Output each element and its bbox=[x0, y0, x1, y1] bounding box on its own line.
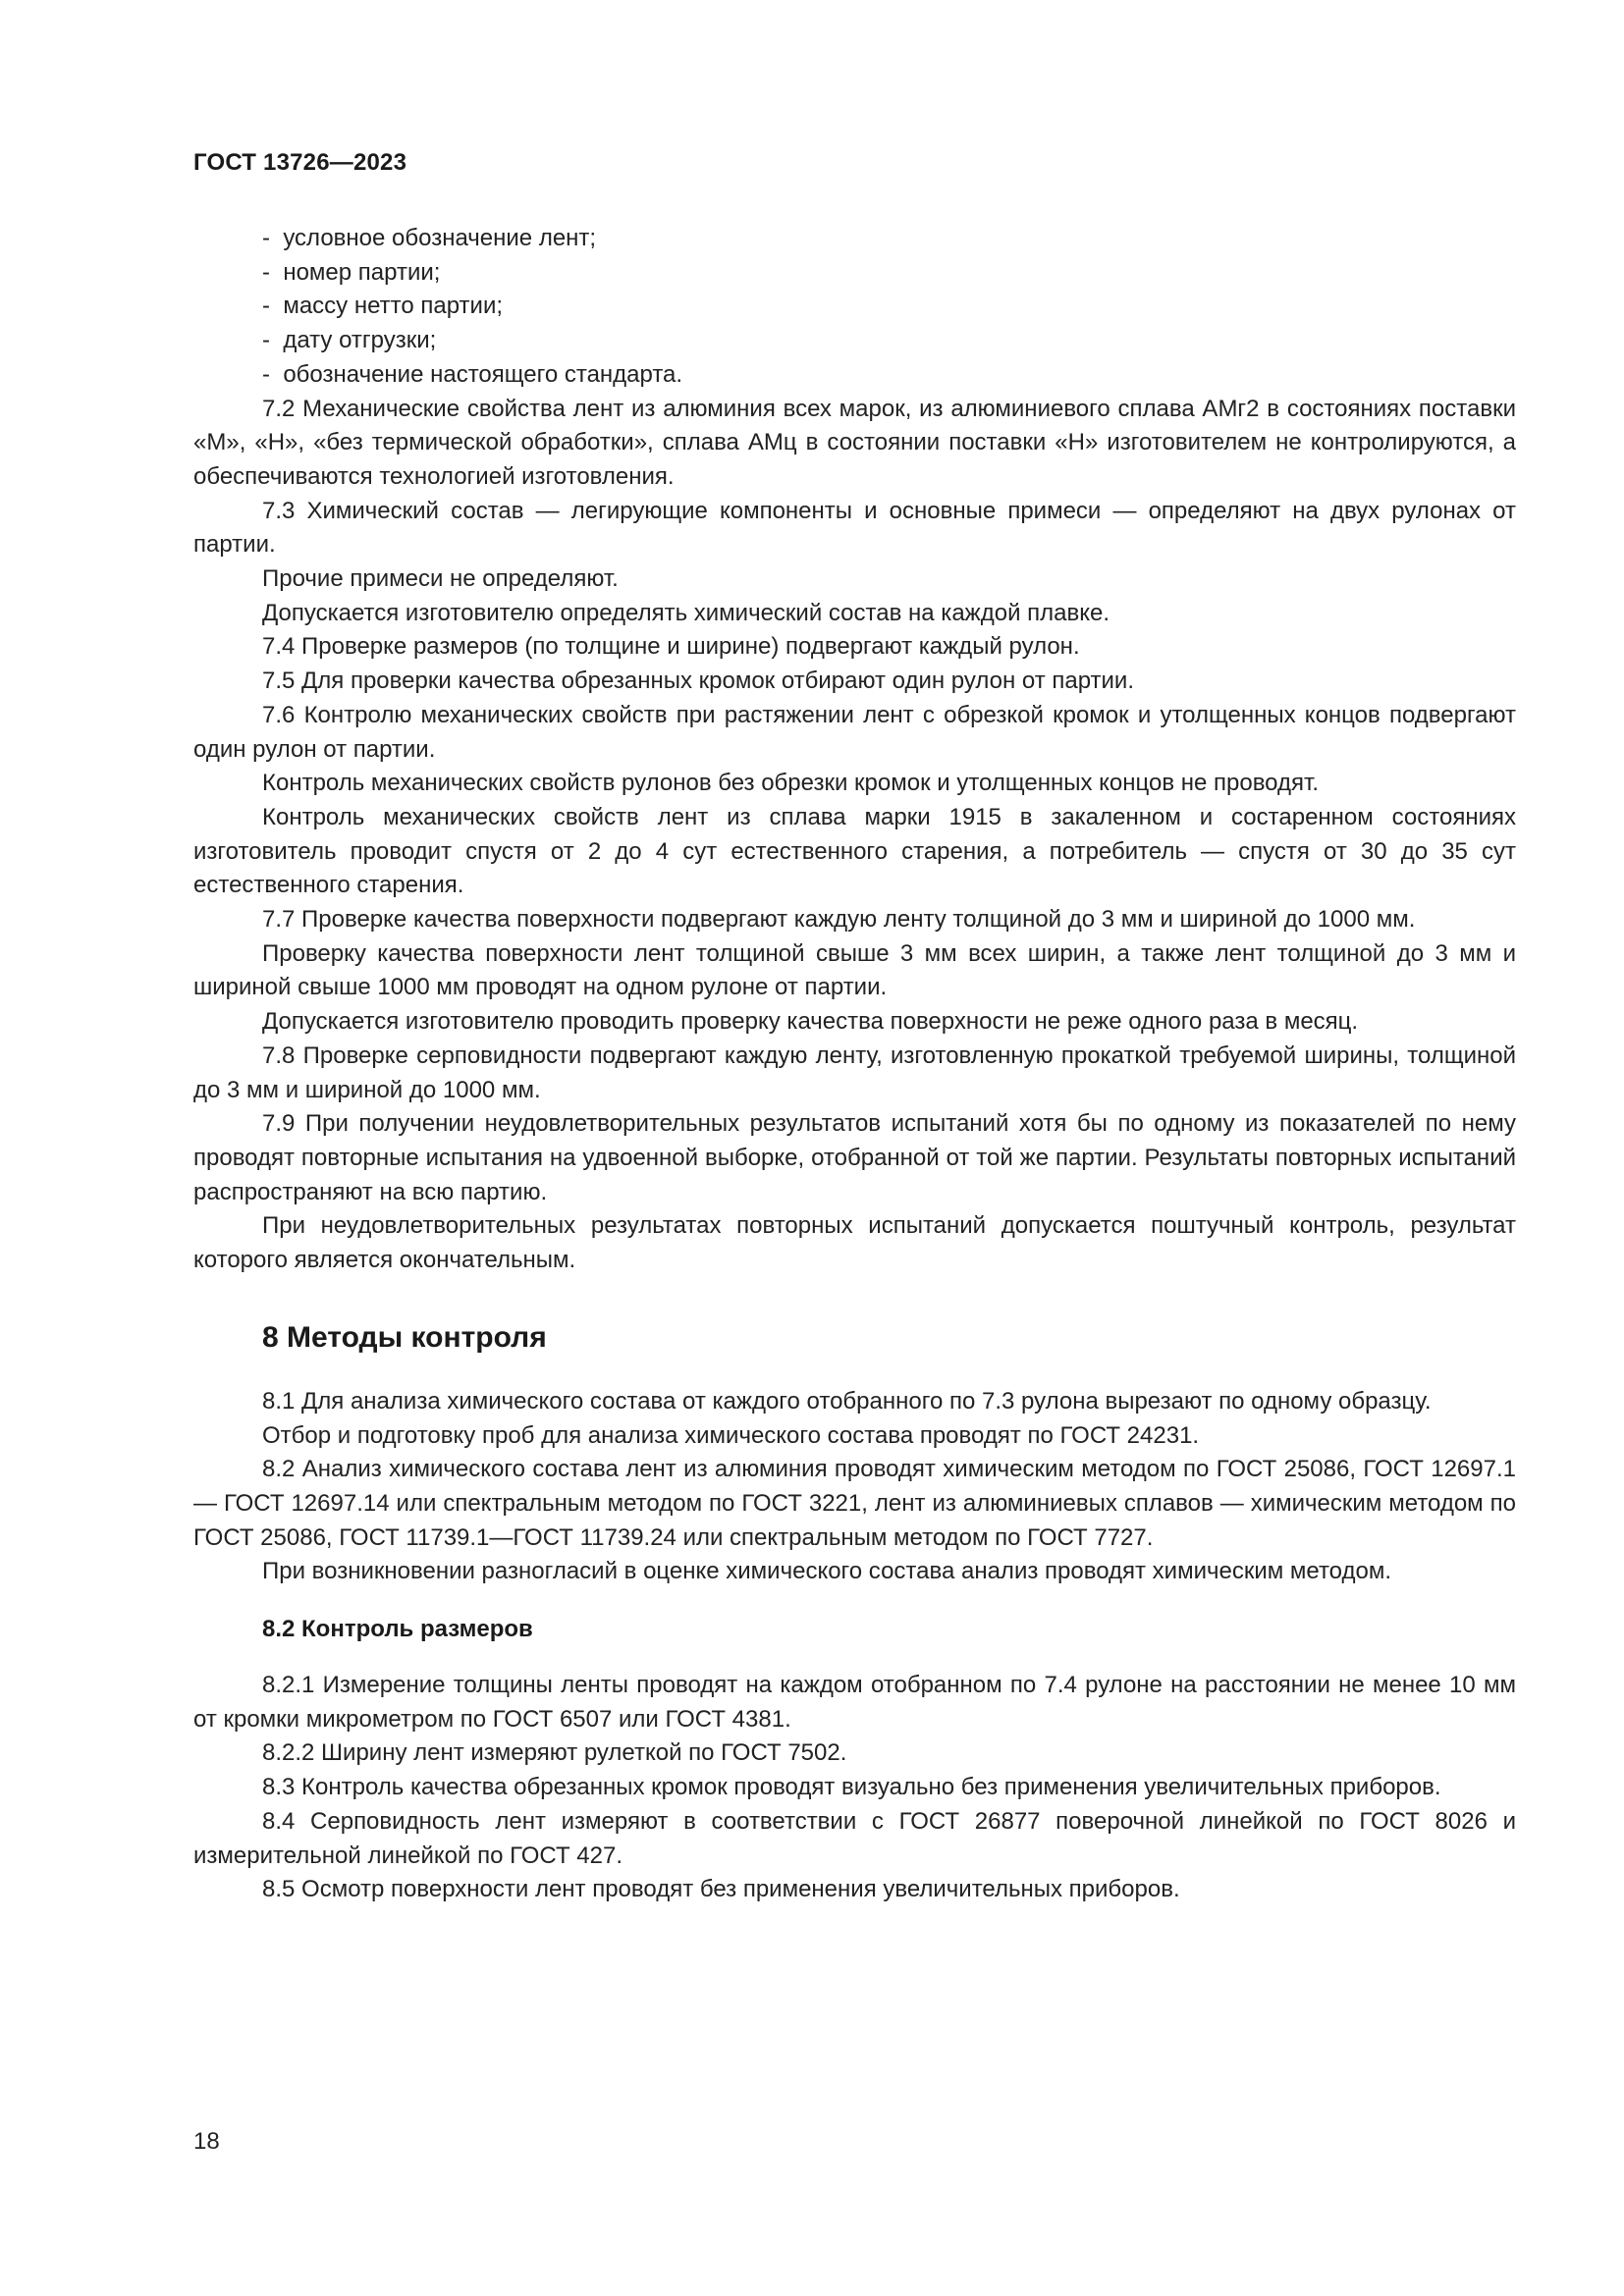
paragraph-7-4: 7.4 Проверке размеров (по толщине и ширине) подвергают каждый рулон. bbox=[262, 633, 1080, 661]
paragraph-8-2-2: 8.2.2 Ширину лент измеряют рулеткой по ГОСТ 7502. bbox=[262, 1739, 847, 1767]
paragraph-7-7: 7.7 Проверке качества поверхности подвергают каждую ленту толщиной до 3 мм и шириной до 1000 мм. bbox=[262, 906, 1416, 934]
paragraph-7-6: 7.6 Контролю механических свойств при растяжении лент с обрезкой кромок и утолщенных концов подвергают один рулон от партии. bbox=[193, 701, 1516, 763]
document-body bbox=[193, 222, 1516, 1907]
list-item: - дату отгрузки; bbox=[193, 324, 1516, 358]
list-item: - номер партии; bbox=[193, 256, 1516, 291]
document-code-header: ГОСТ 13726—2023 bbox=[193, 149, 407, 176]
paragraph: При возникновении разногласий в оценке химического состава анализ проводят химическим методом. bbox=[262, 1558, 1392, 1585]
subsection-8-2-heading: 8.2 Контроль размеров bbox=[262, 1616, 533, 1643]
paragraph: Прочие примеси не определяют. bbox=[262, 565, 619, 593]
list-item: - условное обозначение лент; bbox=[193, 222, 1516, 256]
list-item: - массу нетто партии; bbox=[193, 290, 1516, 324]
paragraph: Допускается изготовителю проводить проверку качества поверхности не реже одного раза в месяц. bbox=[262, 1008, 1359, 1036]
paragraph: Контроль механических свойств лент из сплава марки 1915 в закаленном и состаренном состояниях изготовитель проводит спустя от 2 до 4 сут естественного старения, а потребитель — спустя от 30 до 35 сут естественного старения. bbox=[193, 803, 1516, 899]
paragraph-7-5: 7.5 Для проверки качества обрезанных кромок отбирают один рулон от партии. bbox=[262, 667, 1134, 695]
paragraph-8-3: 8.3 Контроль качества обрезанных кромок проводят визуально без применения увеличительных приборов. bbox=[262, 1774, 1441, 1801]
paragraph-8-4: 8.4 Серповидность лент измеряют в соответствии с ГОСТ 26877 поверочной линейкой по ГОСТ 8026 и измерительной линейкой по ГОСТ 427. bbox=[193, 1807, 1516, 1869]
paragraph-8-2: 8.2 Анализ химического состава лент из алюминия проводят химическим методом по ГОСТ 25086, ГОСТ 12697.1 — ГОСТ 12697.14 или спектральным методом по ГОСТ 3221, лент из алюминиевых сплавов — химическим методом по ГОСТ 25086, ГОСТ 11739.1—ГОСТ 11739.24 или спектральным методом по ГОСТ 7727. bbox=[193, 1456, 1516, 1551]
paragraph-7-9: 7.9 При получении неудовлетворительных результатов испытаний хотя бы по одному из показателей по нему проводят повторные испытания на удвоенной выборке, отобранной от той же партии. Результаты повторных испытаний распространяют на всю партию. bbox=[193, 1110, 1516, 1205]
paragraph-7-3: 7.3 Химический состав — легирующие компоненты и основные примеси — определяют на двух рулонах от партии. bbox=[193, 497, 1516, 559]
paragraph-8-2-1: 8.2.1 Измерение толщины ленты проводят на каждом отобранном по 7.4 рулоне на расстоянии не менее 10 мм от кромки микрометром по ГОСТ 6507 или ГОСТ 4381. bbox=[193, 1672, 1516, 1733]
paragraph-8-1: 8.1 Для анализа химического состава от каждого отобранного по 7.3 рулона вырезают по одному образцу. bbox=[262, 1387, 1432, 1415]
paragraph-8-5: 8.5 Осмотр поверхности лент проводят без применения увеличительных приборов. bbox=[262, 1876, 1180, 1903]
paragraph: При неудовлетворительных результатах повторных испытаний допускается поштучный контроль, результат которого является окончательным. bbox=[193, 1212, 1516, 1274]
paragraph-7-8: 7.8 Проверке серповидности подвергают каждую ленту, изготовленную прокаткой требуемой ширины, толщиной до 3 мм и шириной до 1000 мм. bbox=[193, 1041, 1516, 1103]
list-item: - обозначение настоящего стандарта. bbox=[193, 358, 1516, 393]
paragraph-7-2: 7.2 Механические свойства лент из алюминия всех марок, из алюминиевого сплава АМг2 в состояниях поставки «М», «Н», «без термической обработки», сплава АМц в состоянии поставки «Н» изготовителем не контролируются, а обеспечиваются технологией изготовления. bbox=[193, 395, 1516, 490]
paragraph: Проверку качества поверхности лент толщиной свыше 3 мм всех ширин, а также лент толщиной до 3 мм и шириной свыше 1000 мм проводят на одном рулоне от партии. bbox=[193, 939, 1516, 1001]
page-number: 18 bbox=[193, 2128, 220, 2155]
section-8-heading: 8 Методы контроля bbox=[262, 1320, 547, 1354]
paragraph: Отбор и подготовку проб для анализа химического состава проводят по ГОСТ 24231. bbox=[262, 1421, 1200, 1449]
paragraph: Допускается изготовителю определять химический состав на каждой плавке. bbox=[262, 599, 1110, 626]
paragraph: Контроль механических свойств рулонов без обрезки кромок и утолщенных концов не проводят. bbox=[262, 770, 1320, 797]
